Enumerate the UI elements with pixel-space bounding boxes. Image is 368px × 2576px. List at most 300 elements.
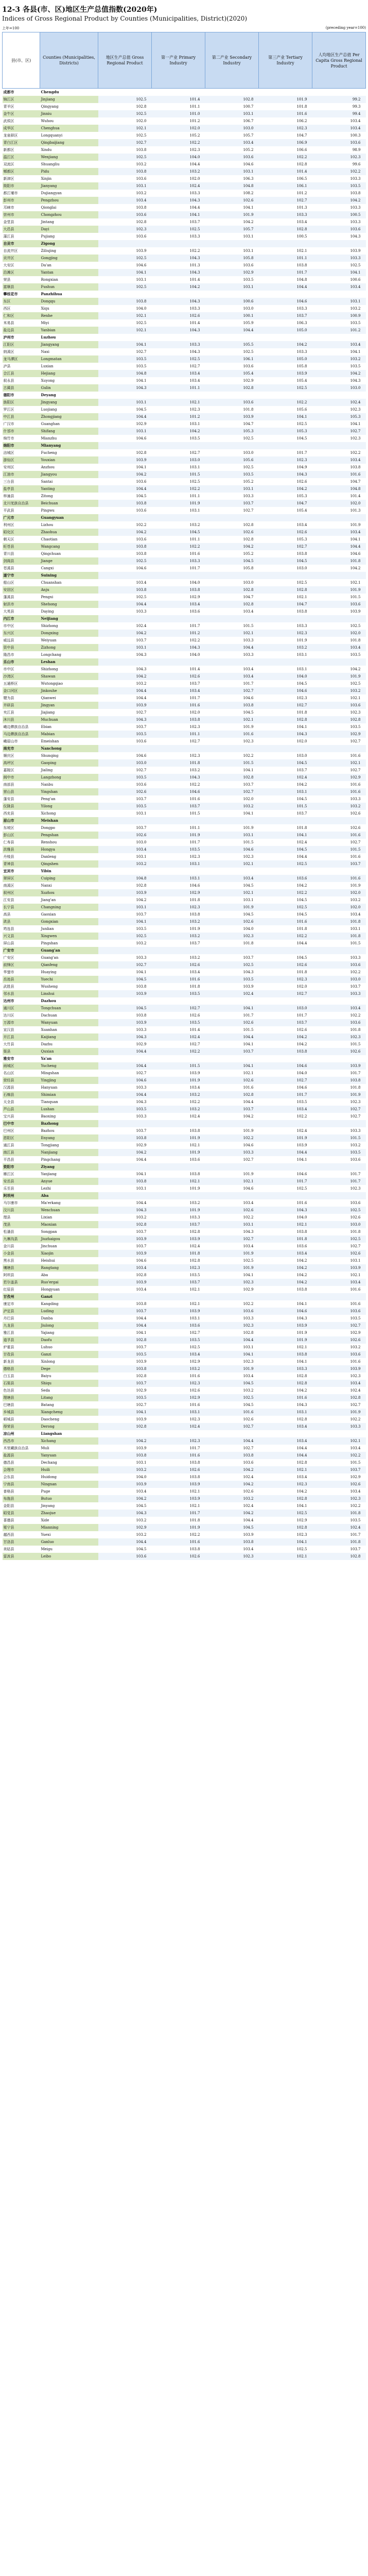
county-name-cn: 威远县 bbox=[3, 638, 14, 642]
secondary-value: 103.0 bbox=[205, 125, 259, 132]
tertiary-value: 101.7 bbox=[296, 451, 307, 455]
tertiary-value: 106.6 bbox=[296, 148, 307, 152]
primary-value: 104.3 bbox=[152, 644, 205, 651]
grp-value: 104.1 bbox=[136, 1331, 147, 1335]
per-capita-value bbox=[312, 392, 366, 399]
tertiary-value: 104.5 bbox=[296, 797, 307, 801]
county-name-cn: 布拖县 bbox=[3, 1495, 40, 1502]
tertiary-value: 106.3 bbox=[296, 321, 307, 325]
county-name-en: Linshui bbox=[40, 990, 98, 997]
secondary-value: 102.3 bbox=[243, 1360, 254, 1364]
table-row bbox=[3, 399, 366, 406]
per-capita-value: 101.8 bbox=[350, 1028, 361, 1032]
grp-value: 103.7 bbox=[136, 912, 147, 917]
county-name-cn: 邛崃市 bbox=[3, 206, 14, 210]
county-name-cn: 东兴区 bbox=[3, 630, 40, 637]
county-name-en: Leibo bbox=[40, 1553, 98, 1560]
per-capita-value: 103.4 bbox=[312, 125, 366, 132]
per-capita-value: 102.1 bbox=[350, 1273, 361, 1277]
secondary-value: 102.3 bbox=[205, 1553, 259, 1560]
table-row bbox=[3, 774, 366, 781]
county-name-en: Yilong bbox=[40, 803, 98, 810]
primary-value: 101.6 bbox=[152, 702, 205, 709]
county-name-cn: 理县 bbox=[3, 1215, 11, 1219]
table-row bbox=[3, 601, 366, 608]
tertiary-value: 102.7 bbox=[259, 990, 312, 997]
tertiary-value: 104.6 bbox=[259, 687, 312, 694]
per-capita-value: 103.8 bbox=[350, 465, 361, 469]
primary-value: 103.8 bbox=[152, 716, 205, 723]
tertiary-value: 104.4 bbox=[296, 941, 307, 945]
per-capita-value: 102.7 bbox=[350, 768, 361, 772]
county-name-en: Luzhou bbox=[41, 335, 56, 340]
primary-value: 103.9 bbox=[152, 1235, 205, 1243]
county-name-cn: 德格县 bbox=[3, 1365, 40, 1372]
county-name-cn: 南江县 bbox=[3, 1149, 40, 1156]
primary-value bbox=[152, 1192, 205, 1199]
primary-value: 104.3 bbox=[152, 774, 205, 781]
section-row bbox=[3, 572, 366, 579]
grp-value: 102.5 bbox=[98, 255, 152, 262]
county-name-cn: 荣县 bbox=[3, 278, 11, 282]
table-row bbox=[3, 1070, 366, 1077]
county-name-en: Yingjing bbox=[40, 1077, 98, 1084]
secondary-value: 101.9 bbox=[243, 826, 254, 830]
primary-value: 102.9 bbox=[152, 1394, 205, 1401]
grp-value: 102.7 bbox=[136, 1403, 147, 1407]
tertiary-value: 104.3 bbox=[296, 1316, 307, 1320]
per-capita-value: 103.2 bbox=[350, 898, 361, 902]
primary-value: 103.7 bbox=[152, 803, 205, 810]
county-name-en: Chuanshan bbox=[41, 581, 62, 585]
per-capita-value: 102.8 bbox=[312, 716, 366, 723]
county-name-cn: 广汉市 bbox=[3, 422, 14, 426]
county-name-cn: 泸县 bbox=[3, 364, 11, 368]
secondary-value: 103.7 bbox=[205, 1048, 259, 1055]
county-name-cn: 大英县 bbox=[3, 609, 14, 614]
county-name-en: Shawan bbox=[40, 673, 98, 680]
secondary-value: 101.7 bbox=[243, 682, 254, 686]
county-name-en: Yanjiang bbox=[41, 1172, 57, 1176]
grp-value bbox=[98, 240, 152, 247]
primary-value: 102.1 bbox=[152, 399, 205, 406]
grp-value: 103.5 bbox=[136, 927, 147, 931]
county-name-en: Longquanyi bbox=[41, 133, 63, 138]
primary-value: 102.3 bbox=[152, 904, 205, 911]
primary-value: 101.5 bbox=[152, 471, 205, 478]
per-capita-value: 103.1 bbox=[312, 298, 366, 305]
tertiary-value: 105.0 bbox=[259, 355, 312, 363]
county-name-en: Enyang bbox=[40, 1134, 98, 1142]
tertiary-value: 102.3 bbox=[296, 1533, 307, 1537]
county-name-cn: 会东县 bbox=[3, 1475, 14, 1479]
county-name-en: Songpan bbox=[41, 1230, 57, 1234]
table-row bbox=[3, 154, 366, 161]
per-capita-value: 102.7 bbox=[350, 1114, 361, 1118]
secondary-value: 103.6 bbox=[243, 263, 254, 267]
county-name-cn: 仁寿县 bbox=[3, 840, 14, 844]
per-capita-value: 101.6 bbox=[312, 875, 366, 882]
grp-value: 103.4 bbox=[136, 1489, 147, 1494]
table-row bbox=[3, 709, 366, 716]
tertiary-value: 103.0 bbox=[296, 754, 307, 758]
grp-value: 104.1 bbox=[136, 465, 147, 469]
county-name-en: Batang bbox=[41, 1403, 54, 1407]
county-name-cn: 彭山区 bbox=[3, 832, 40, 839]
tertiary-value: 102.1 bbox=[259, 1466, 312, 1473]
per-capita-value bbox=[312, 89, 366, 96]
county-name-en: Xinjin bbox=[41, 177, 52, 181]
tertiary-value bbox=[259, 745, 312, 752]
county-name-en: Dongpo bbox=[41, 826, 56, 830]
primary-value: 102.3 bbox=[189, 754, 200, 758]
county-name-cn: 高县 bbox=[3, 912, 11, 917]
grp-value: 103.2 bbox=[98, 1466, 152, 1473]
primary-value: 103.5 bbox=[152, 1336, 205, 1344]
primary-value bbox=[152, 868, 205, 875]
table-row bbox=[3, 1113, 366, 1120]
county-name-en: Yantan bbox=[40, 269, 98, 276]
county-name-en: Lushan bbox=[40, 1106, 98, 1113]
primary-value: 103.6 bbox=[189, 1158, 200, 1162]
grp-value: 104.3 bbox=[98, 716, 152, 723]
grp-value: 102.9 bbox=[98, 1524, 152, 1531]
primary-value: 101.4 bbox=[189, 321, 200, 325]
secondary-value: 104.5 bbox=[205, 1524, 259, 1531]
county-name-cn: 自贡市 bbox=[3, 240, 40, 247]
table-row bbox=[3, 247, 366, 255]
tertiary-value: 103.8 bbox=[296, 609, 307, 614]
tertiary-value: 104.5 bbox=[296, 912, 307, 917]
county-name-en: Daocheng bbox=[41, 1417, 60, 1421]
tertiary-value: 102.3 bbox=[259, 976, 312, 983]
secondary-value bbox=[205, 745, 259, 752]
grp-value: 102.8 bbox=[98, 1423, 152, 1430]
secondary-value: 103.9 bbox=[243, 985, 254, 989]
primary-value: 103.4 bbox=[189, 379, 200, 383]
tertiary-value: 101.6 bbox=[259, 110, 312, 117]
county-name-cn: 剑阁县 bbox=[3, 557, 40, 565]
county-name-en: Wuhou bbox=[41, 119, 54, 123]
county-name-en: Qianwei bbox=[41, 696, 56, 700]
tertiary-value: 102.3 bbox=[259, 630, 312, 637]
primary-value: 105.2 bbox=[189, 133, 200, 138]
county-name-en: Liangshan bbox=[41, 1431, 62, 1436]
primary-value: 102.1 bbox=[189, 1504, 200, 1508]
tertiary-value: 104.1 bbox=[296, 1302, 307, 1306]
primary-value: 103.2 bbox=[189, 1201, 200, 1205]
primary-value bbox=[152, 442, 205, 449]
per-capita-value: 103.0 bbox=[312, 1221, 366, 1228]
county-name-en: Gaoxian bbox=[41, 912, 56, 917]
tertiary-value bbox=[259, 1163, 312, 1171]
primary-value: 101.7 bbox=[189, 1446, 200, 1450]
secondary-value: 102.1 bbox=[205, 716, 259, 723]
county-name-en: Dongxing bbox=[40, 630, 98, 637]
county-name-en: Langzhong bbox=[40, 774, 98, 781]
table-row bbox=[3, 355, 366, 363]
tertiary-value: 103.0 bbox=[259, 1005, 312, 1012]
tertiary-value: 105.6 bbox=[296, 408, 307, 412]
county-name-en: Nanbu bbox=[41, 783, 54, 787]
table-row bbox=[3, 875, 366, 882]
tertiary-value: 104.1 bbox=[259, 1538, 312, 1546]
county-name-en: Ruo'ergai bbox=[40, 1279, 98, 1286]
tertiary-value: 103.4 bbox=[259, 1437, 312, 1445]
grp-value: 104.5 bbox=[98, 976, 152, 983]
per-capita-value: 103.2 bbox=[312, 803, 366, 810]
table-row bbox=[3, 1380, 366, 1387]
county-name-en: Lizhou bbox=[41, 523, 54, 527]
county-name-cn: 九寨沟县 bbox=[3, 1235, 40, 1243]
per-capita-value: 103.6 bbox=[350, 1201, 361, 1205]
county-name-en: Wutongqiao bbox=[41, 682, 63, 686]
per-capita-value: 103.6 bbox=[312, 601, 366, 608]
tertiary-value: 102.5 bbox=[296, 1187, 307, 1191]
grp-value: 103.8 bbox=[136, 1013, 147, 1018]
table-row bbox=[3, 1387, 366, 1394]
county-name-en: Chengdu bbox=[41, 90, 59, 94]
primary-value: 103.1 bbox=[152, 860, 205, 868]
secondary-value: 104.3 bbox=[243, 970, 254, 974]
primary-value: 101.1 bbox=[189, 105, 200, 109]
grp-value: 103.2 bbox=[136, 941, 147, 945]
table-row bbox=[3, 305, 366, 312]
county-name-en: Tongchuan bbox=[40, 1005, 98, 1012]
grp-value: 102.8 bbox=[136, 884, 147, 888]
grp-value: 103.9 bbox=[98, 456, 152, 464]
secondary-value: 102.6 bbox=[243, 1417, 254, 1421]
county-name-cn: 武侯区 bbox=[3, 119, 14, 123]
per-capita-value: 104.3 bbox=[350, 234, 361, 239]
secondary-value: 104.4 bbox=[205, 1437, 259, 1445]
county-name-cn: 新都区 bbox=[3, 148, 14, 152]
grp-value bbox=[98, 1293, 152, 1300]
secondary-value: 104.1 bbox=[243, 1273, 254, 1277]
table-row bbox=[3, 1257, 366, 1264]
county-name-en: Renhe bbox=[40, 312, 98, 319]
county-name-cn: 平昌县 bbox=[3, 1158, 14, 1162]
tertiary-value bbox=[259, 334, 312, 341]
county-name-en: Ebian bbox=[41, 725, 52, 729]
grp-value: 103.6 bbox=[136, 739, 147, 743]
primary-value: 104.0 bbox=[152, 154, 205, 161]
grp-value: 102.7 bbox=[136, 1071, 147, 1075]
table-row bbox=[3, 312, 366, 319]
grp-value: 103.6 bbox=[136, 783, 147, 787]
per-capita-value: 102.8 bbox=[312, 1394, 366, 1401]
secondary-value: 102.6 bbox=[205, 529, 259, 536]
primary-value: 101.9 bbox=[152, 1207, 205, 1214]
county-name-cn: 雅江县 bbox=[3, 1331, 14, 1335]
county-name-en: Luding bbox=[40, 1308, 98, 1315]
county-name-cn: 沐川县 bbox=[3, 716, 40, 723]
secondary-value: 105.3 bbox=[205, 428, 259, 435]
county-name-cn: 乡城县 bbox=[3, 1409, 40, 1416]
primary-value: 101.3 bbox=[189, 263, 200, 267]
primary-value: 101.9 bbox=[152, 500, 205, 507]
county-name-cn: 邻水县 bbox=[3, 990, 40, 997]
county-name-cn: 青川县 bbox=[3, 552, 14, 556]
table-row bbox=[3, 341, 366, 348]
county-name-en: Longmatan bbox=[40, 355, 98, 363]
county-name-en: Chaotian bbox=[41, 537, 58, 541]
primary-value: 103.8 bbox=[189, 1129, 200, 1133]
per-capita-value: 103.1 bbox=[350, 1259, 361, 1263]
table-row bbox=[3, 810, 366, 817]
secondary-value bbox=[205, 817, 259, 824]
grp-value: 104.2 bbox=[98, 1437, 152, 1445]
county-name-en: Zigong bbox=[40, 240, 98, 247]
per-capita-value: 101.6 bbox=[350, 1302, 361, 1306]
table-row bbox=[3, 853, 366, 860]
county-name-en: Mabian bbox=[40, 731, 98, 738]
table-row bbox=[3, 190, 366, 197]
primary-value: 104.4 bbox=[189, 206, 200, 210]
primary-value: 101.2 bbox=[152, 413, 205, 420]
county-name-cn: 峨边彝族自治县 bbox=[3, 725, 29, 729]
secondary-value: 102.2 bbox=[243, 754, 254, 758]
tertiary-value: 102.1 bbox=[296, 595, 307, 599]
secondary-value bbox=[205, 240, 259, 247]
primary-value: 102.2 bbox=[189, 1100, 200, 1104]
primary-value: 101.1 bbox=[189, 494, 200, 498]
per-capita-value: 102.2 bbox=[312, 168, 366, 175]
county-name-en: Jiulong bbox=[40, 1322, 98, 1329]
secondary-value: 101.9 bbox=[205, 1250, 259, 1257]
tertiary-value: 102.4 bbox=[296, 840, 307, 844]
per-capita-value bbox=[312, 572, 366, 579]
tertiary-value: 102.8 bbox=[259, 1524, 312, 1531]
grp-value: 103.7 bbox=[136, 638, 147, 642]
per-capita-value: 99.4 bbox=[312, 110, 366, 117]
county-name-en: Xiaojin bbox=[40, 1250, 98, 1257]
county-name-cn: 昭化区 bbox=[3, 529, 40, 536]
tertiary-value: 102.8 bbox=[259, 716, 312, 723]
tertiary-value: 105.3 bbox=[296, 537, 307, 541]
secondary-value: 103.5 bbox=[243, 278, 254, 282]
primary-value: 101.8 bbox=[189, 985, 200, 989]
tertiary-value: 103.7 bbox=[259, 312, 312, 319]
tertiary-value: 104.1 bbox=[296, 725, 307, 729]
tertiary-value: 105.0 bbox=[259, 327, 312, 334]
county-name-cn: 广元市 bbox=[3, 514, 40, 521]
county-name-en: Pujiang bbox=[41, 234, 55, 239]
tertiary-value: 102.8 bbox=[296, 162, 307, 166]
secondary-value: 101.5 bbox=[243, 624, 254, 628]
primary-value: 102.4 bbox=[189, 1114, 200, 1118]
county-name-cn: 青神县 bbox=[3, 860, 40, 868]
per-capita-value: 102.5 bbox=[350, 624, 361, 628]
per-capita-value: 103.6 bbox=[312, 226, 366, 233]
tertiary-value: 103.8 bbox=[296, 1230, 307, 1234]
secondary-value: 103.1 bbox=[205, 485, 259, 493]
tertiary-value: 105.3 bbox=[296, 494, 307, 498]
grp-value bbox=[98, 392, 152, 399]
primary-value: 103.8 bbox=[189, 1547, 200, 1551]
table-row bbox=[3, 767, 366, 774]
county-name-en: Wanyuan bbox=[40, 1019, 98, 1026]
secondary-value: 104.6 bbox=[243, 162, 254, 166]
per-capita-value: 103.6 bbox=[350, 1158, 361, 1162]
grp-value: 103.1 bbox=[98, 182, 152, 190]
grp-value: 102.5 bbox=[98, 933, 152, 940]
secondary-value: 103.1 bbox=[205, 110, 259, 117]
grp-value: 103.5 bbox=[98, 1394, 152, 1401]
grp-value: 104.6 bbox=[136, 754, 147, 758]
tertiary-value: 103.1 bbox=[259, 1409, 312, 1416]
county-name-cn: 九龙县 bbox=[3, 1322, 40, 1329]
primary-value: 101.9 bbox=[152, 1134, 205, 1142]
table-row bbox=[3, 1048, 366, 1055]
tertiary-value: 104.0 bbox=[296, 1071, 307, 1075]
county-name-en: Qingbaijiang bbox=[40, 139, 98, 146]
tertiary-value: 104.4 bbox=[259, 283, 312, 291]
secondary-value bbox=[205, 1430, 259, 1437]
tertiary-value: 104.7 bbox=[296, 133, 307, 138]
per-capita-value: 103.6 bbox=[312, 1351, 366, 1358]
grp-value: 102.5 bbox=[136, 595, 147, 599]
county-name-en: Xiangcheng bbox=[40, 1409, 98, 1416]
per-capita-value: 102.2 bbox=[350, 1417, 361, 1421]
grp-value bbox=[98, 947, 152, 954]
county-name-en: Muli bbox=[41, 1446, 49, 1450]
section-row bbox=[3, 1163, 366, 1171]
grp-value: 103.9 bbox=[136, 1417, 147, 1421]
primary-value: 102.7 bbox=[189, 739, 200, 743]
header-per-capita: 人均地区生产总值 Per Capita Gross Regional Product bbox=[312, 32, 366, 89]
grp-value: 103.2 bbox=[136, 1518, 147, 1522]
tertiary-value: 104.3 bbox=[259, 471, 312, 478]
grp-value: 103.8 bbox=[98, 298, 152, 305]
tertiary-value: 103.0 bbox=[296, 566, 307, 570]
per-capita-value: 102.1 bbox=[312, 759, 366, 767]
grp-value: 102.7 bbox=[136, 710, 147, 715]
county-name-cn: 丹棱县 bbox=[3, 855, 14, 859]
county-name-cn: 北川羌族自治县 bbox=[3, 500, 40, 507]
section-row bbox=[3, 442, 366, 449]
secondary-value bbox=[205, 1120, 259, 1127]
county-name-en: Emeishan bbox=[41, 739, 59, 743]
county-name-cn: 通江县 bbox=[3, 1143, 14, 1147]
section-row bbox=[3, 392, 366, 399]
primary-value: 102.7 bbox=[189, 451, 200, 455]
per-capita-value: 100.6 bbox=[350, 278, 361, 282]
secondary-value: 102.0 bbox=[243, 797, 254, 801]
primary-value: 104.4 bbox=[189, 162, 200, 166]
per-capita-value: 103.7 bbox=[350, 985, 361, 989]
county-name-cn: 乐至县 bbox=[3, 1187, 14, 1191]
county-name-cn: 双流区 bbox=[3, 162, 14, 166]
primary-value bbox=[152, 817, 205, 824]
table-row bbox=[3, 1279, 366, 1286]
tertiary-value: 103.4 bbox=[296, 220, 307, 224]
county-name-cn: 盐亭县 bbox=[3, 485, 40, 493]
per-capita-value: 104.1 bbox=[312, 269, 366, 276]
grp-value: 103.1 bbox=[136, 278, 147, 282]
table-row bbox=[3, 406, 366, 413]
primary-value: 102.2 bbox=[189, 783, 200, 787]
tertiary-value: 102.6 bbox=[259, 961, 312, 969]
county-name-cn: 盐源县 bbox=[3, 1452, 40, 1459]
secondary-value: 102.3 bbox=[205, 1279, 259, 1286]
tertiary-value: 105.4 bbox=[296, 379, 307, 383]
secondary-value: 102.8 bbox=[243, 537, 254, 541]
secondary-value: 103.4 bbox=[243, 609, 254, 614]
grp-value: 102.9 bbox=[136, 1388, 147, 1393]
county-name-en: Guangyuan bbox=[40, 514, 98, 521]
table-row bbox=[3, 327, 366, 334]
